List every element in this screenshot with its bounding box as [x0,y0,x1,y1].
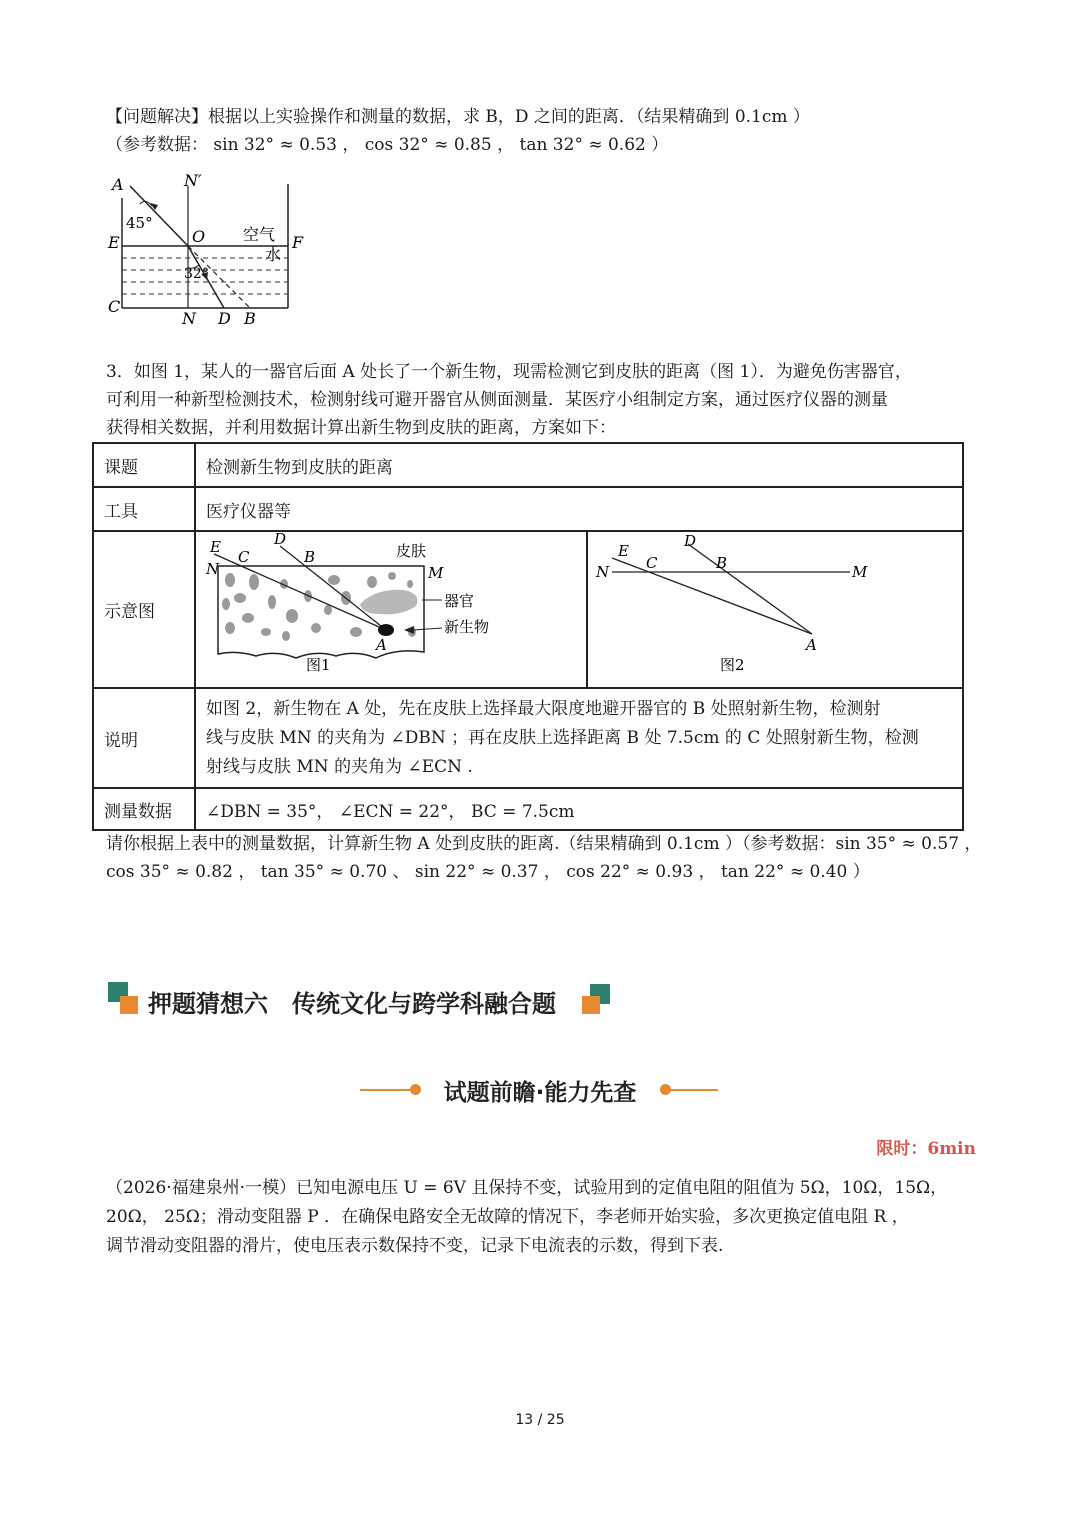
dot-icon [410,1084,421,1095]
problem-solve-line2: （参考数据： sin 32° ≈ 0.53 ， cos 32° ≈ 0.85 ， tan 32° ≈ 0.62 ） [106,135,669,155]
fig1-label-growth: 新生物 [444,618,490,636]
preview-title: 试题前瞻·能力先查 [443,1080,637,1106]
table-row-diagram [93,531,963,688]
table-row-desc [93,688,963,788]
fig2-caption: 图2 [720,656,745,674]
tool-label: 工具 [93,487,195,531]
question3-ask-line1: 请你根据上表中的测量数据，计算新生物 A 处到皮肤的距离.（结果精确到 0.1cm ）（参考数据：sin 35° ≈ 0.57 ， [106,834,982,854]
new-problem-line3: 调节滑动变阻器的滑片，使电压表示数保持不变，记录下电流表的示数，得到下表. [106,1236,724,1256]
label-A: A [112,175,124,194]
fig2-label-E: E [618,542,629,560]
desc-value [195,688,963,788]
fig2-label-D: D [684,532,697,550]
fig2-cell [587,531,963,688]
heading-square-icon [120,996,138,1014]
new-problem-line2: 20Ω， 25Ω；滑动变阻器 P ．在确保电路安全无故障的情况下，李老师开始实验，多次更换定值电阻 R ， [106,1207,909,1227]
label-angle45: 45° [126,214,153,232]
fig1-label-skin: 皮肤 [396,542,427,560]
label-D: D [218,309,231,328]
preview-right-line [670,1089,718,1091]
fig2-label-M: M [852,563,868,581]
fig1-label-B: B [304,548,316,566]
data-label: 测量数据 [93,788,195,830]
fig1-label-organ: 器官 [444,592,475,610]
question3-line3: 获得相关数据，并利用数据计算出新生物到皮肤的距离，方案如下： [106,418,616,438]
label-C: C [108,297,121,316]
fig2-label-N: N [596,563,610,581]
label-air: 空气 [243,225,276,244]
section6-title: 押题猜想六 传统文化与跨学科融合题 [148,990,556,1018]
fig2-label-B: B [716,554,728,572]
fig2-label-C: C [646,554,658,572]
fig1-diagram [196,532,586,682]
label-N-prime: N′ [184,171,202,190]
fig2-diagram [588,532,958,682]
topic-label: 课题 [93,443,195,487]
table-row-topic [93,443,963,487]
topic-value: 检测新生物到皮肤的距离 [195,443,963,487]
data-value: ∠DBN = 35°， ∠ECN = 22°， BC = 7.5cm [195,788,963,830]
fig1-label-C: C [238,548,250,566]
new-problem-line1: （2026·福建泉州·一模）已知电源电压 U = 6V 且保持不变，试验用到的定值电阻的阻值为 5Ω，10Ω，15Ω， [106,1178,948,1198]
fig1-label-N: N [206,560,220,578]
time-limit: 限时：6min [876,1139,976,1159]
fig2-label-A: A [806,636,817,654]
preview-left-line [360,1089,412,1091]
label-angle32: 32° [184,266,209,282]
section6-heading [108,980,628,1022]
fig1-caption: 图1 [306,656,331,674]
desc-label: 说明 [93,688,195,788]
fig1-label-A: A [376,636,387,654]
fig1-cell [195,531,587,688]
table-row-data [93,788,963,830]
heading-square-icon [582,996,600,1014]
label-N: N [182,309,196,328]
fig1-label-E: E [210,538,221,556]
fig1-label-M: M [428,564,444,582]
label-water: 水 [265,245,282,264]
refraction-figure [100,168,310,328]
plan-table [92,442,964,831]
table-row-tool [93,487,963,531]
label-F: F [292,233,304,252]
question3-ask-line2: cos 35° ≈ 0.82 ， tan 35° ≈ 0.70 、 sin 22° ≈ 0.37 ， cos 22° ≈ 0.93 ， tan 22° ≈ 0.40 ） [106,862,870,882]
question3-line2: 可利用一种新型检测技术，检测射线可避开器官从侧面测量．某医疗小组制定方案，通过医疗仪器的测量 [106,390,888,410]
tool-value: 医疗仪器等 [195,487,963,531]
question3-line1: 3．如图 1，某人的一器官后面 A 处长了一个新生物，现需检测它到皮肤的距离（图 1）．为避免伤害器官， [106,362,912,382]
label-O: O [192,227,206,246]
diagram-label: 示意图 [93,531,195,688]
fig1-label-D: D [274,532,287,548]
label-E: E [108,233,120,252]
desc-line2: 线与皮肤 MN 的夹角为 ∠DBN ；再在皮肤上选择距离 B 处 7.5cm 的 C 处照射新生物，检测 [206,727,919,748]
page-number: 13 / 25 [515,1412,565,1428]
label-B: B [244,309,256,328]
problem-solve-line1: 【问题解决】根据以上实验操作和测量的数据，求 B，D 之间的距离．（结果精确到 0.1cm ） [106,107,810,127]
preview-heading [360,1072,720,1108]
desc-line3: 射线与皮肤 MN 的夹角为 ∠ECN . [206,756,473,777]
desc-line1: 如图 2，新生物在 A 处，先在皮肤上选择最大限度地避开器官的 B 处照射新生物，检测射 [206,698,881,719]
